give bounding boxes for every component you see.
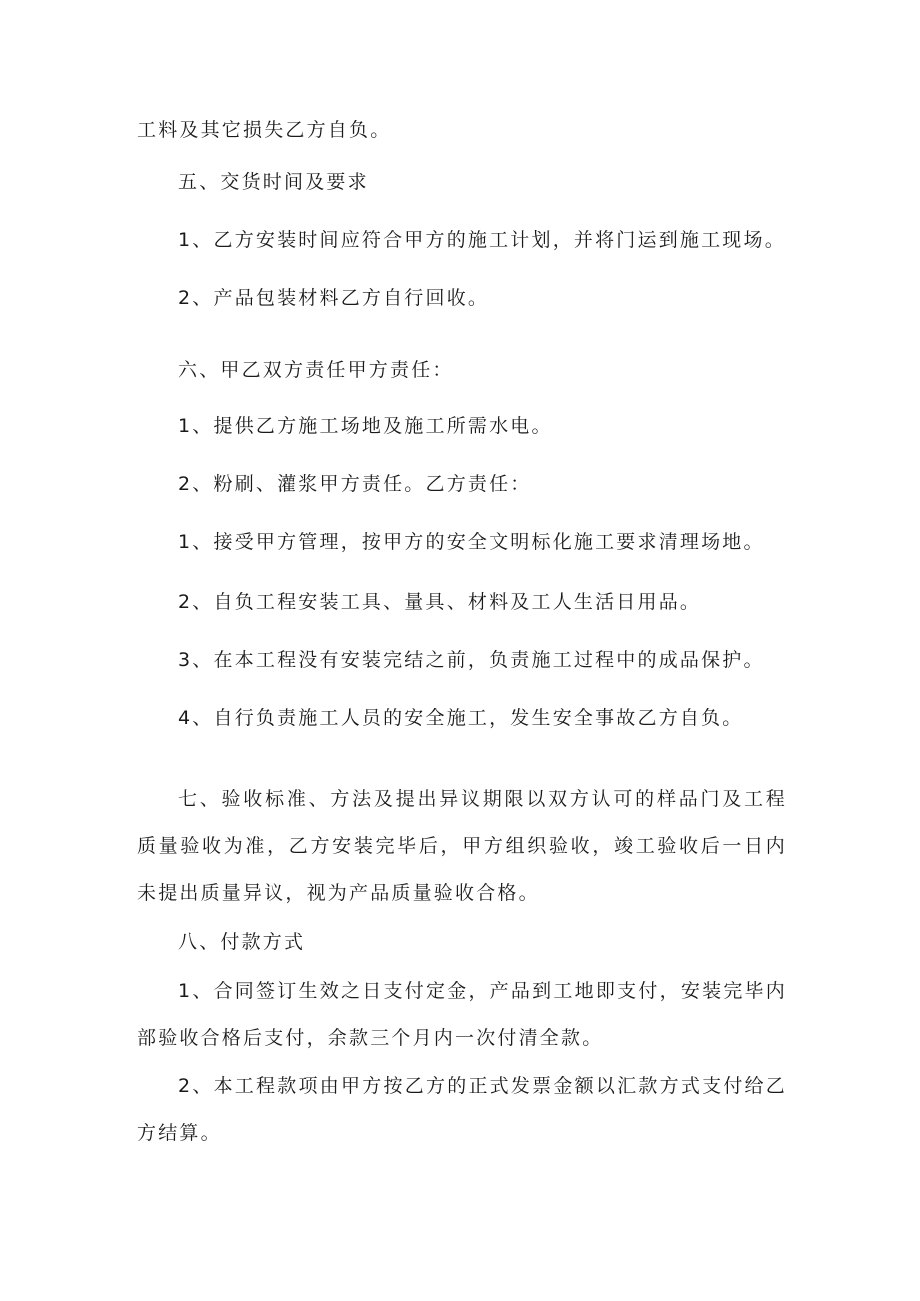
party-b-item-4: 4、自行负责施工人员的安全施工，发生安全事故乙方自负。 — [178, 707, 744, 729]
party-b-item-3: 3、在本工程没有安装完结之前，负责施工过程中的成品保护。 — [178, 649, 765, 671]
delivery-item-2: 2、产品包装材料乙方自行回收。 — [178, 287, 490, 309]
section-heading-payment: 八、付款方式 — [178, 931, 306, 953]
section-heading-delivery: 五、交货时间及要求 — [178, 171, 369, 193]
party-b-item-1: 1、接受甲方管理，按甲方的安全文明标化施工要求清理场地。 — [178, 531, 765, 553]
party-a-item-2: 2、粉刷、灌浆甲方责任。乙方责任： — [178, 473, 532, 495]
section-heading-acceptance: 七、验收标准、方法及提出异议期限以双方认可的样品门及工程质量验收为准，乙方安装完毕后，甲方组织验收，竣工验收后一日内未提出质量异议，视为产品质量验收合格。 — [137, 788, 787, 904]
payment-item-1: 1、合同签订生效之日支付定金，产品到工地即支付，安装完毕内部验收合格后支付，余款三个月内一次付清全款。 — [137, 980, 787, 1049]
party-a-item-1: 1、提供乙方施工场地及施工所需水电。 — [178, 415, 553, 437]
paragraph-continuation: 工料及其它损失乙方自负。 — [137, 119, 392, 141]
section-heading-responsibilities: 六、甲乙双方责任甲方责任： — [178, 359, 454, 381]
party-b-item-2: 2、自负工程安装工具、量具、材料及工人生活日用品。 — [178, 591, 702, 613]
payment-item-2: 2、本工程款项由甲方按乙方的正式发票金额以汇款方式支付给乙方结算。 — [137, 1075, 787, 1144]
delivery-item-1: 1、乙方安装时间应符合甲方的施工计划，并将门运到施工现场。 — [178, 229, 786, 251]
